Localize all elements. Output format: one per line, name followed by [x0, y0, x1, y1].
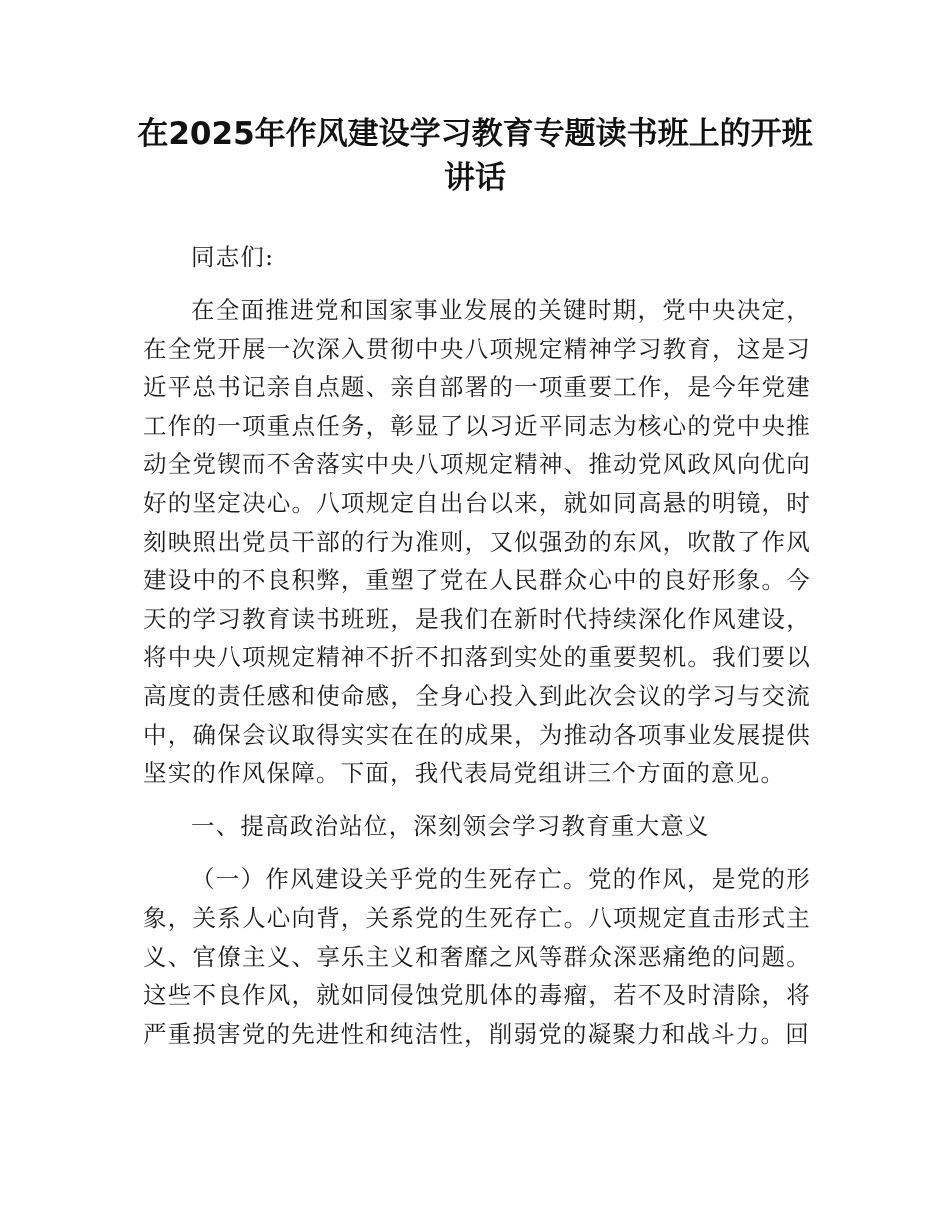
document-title: 在2025年作风建设学习教育专题读书班上的开班讲话: [137, 116, 813, 196]
greeting: 同志们:: [191, 243, 275, 271]
intro-paragraph: 在全面推进党和国家事业发展的关键时期，党中央决定，在全党开展一次深入贯彻中央八项规定精神学习教育，这是习近平总书记亲自点题、亲自部署的一项重要工作，是今年党建工作的一项重点任务，彰显了以习近平同志为核心的党中央推动全党锲而不舍落实中央八项规定精神、推动党风政风向优向好的坚定决心。八项规定自出台以来，就如同高悬的明镜，时刻映照出党员干部的行为准则，又似强劲的东风，吹散了作风建设中的不良积弊，重塑了党在人民群众心中的良好形象。今天的学习教育读书班班，是我们在新时代持续深化作风建设，将中央八项规定精神不折不扣落到实处的重要契机。我们要以高度的责任感和使命感，全身心投入到此次会议的学习与交流中，确保会议取得实实在在的成果，为推动各项事业发展提供坚实的作风保障。下面，我代表局党组讲三个方面的意见。: [143, 296, 811, 788]
sub-section-paragraph: （一）作风建设关乎党的生死存亡。党的作风，是党的形象，关系人心向背，关系党的生死存亡。八项规定直击形式主义、官僚主义、享乐主义和奢靡之风等群众深恶痛绝的问题。这些不良作风，就如同侵蚀党肌体的毒瘤，若不及时清除，将严重损害党的先进性和纯洁性，削弱党的凝聚力和战斗力。回: [143, 865, 811, 1048]
section-heading: 一、提高政治站位，深刻领会学习教育重大意义: [191, 812, 710, 841]
document-body: [143, 238, 811, 1068]
